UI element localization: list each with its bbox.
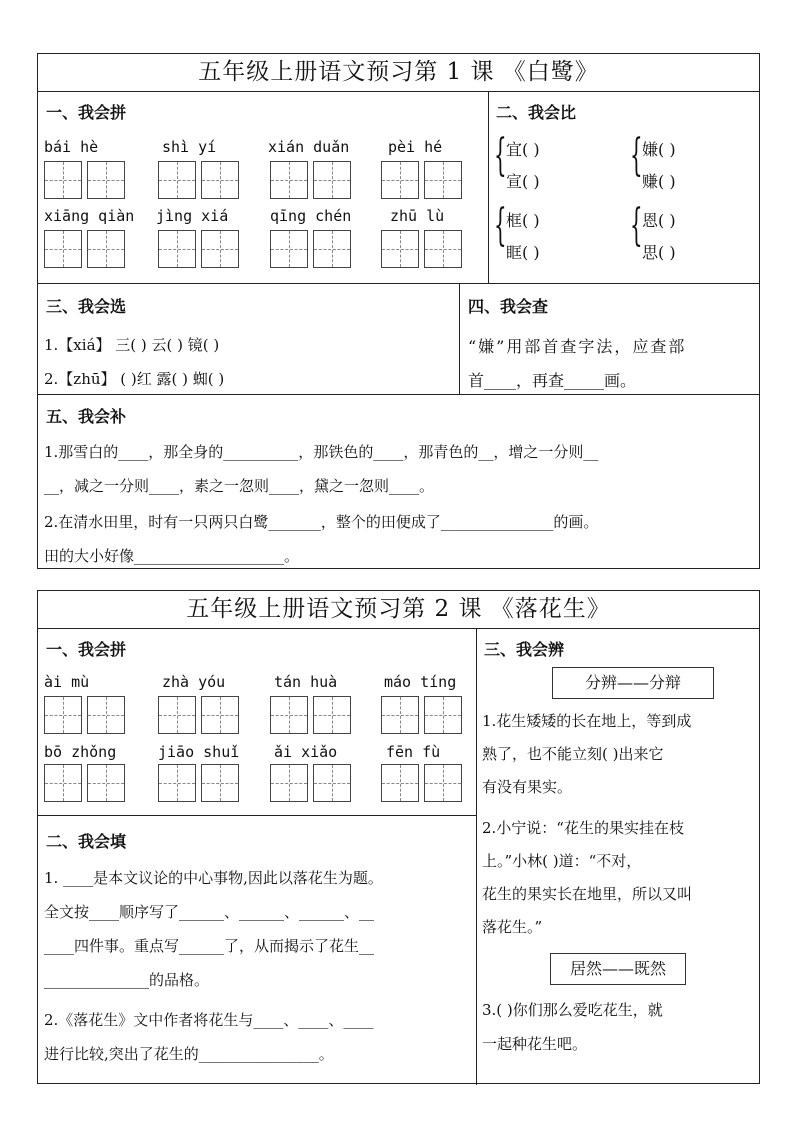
compare-item: 嫌( ) (642, 140, 676, 159)
question-line: 3.( )你们那么爱吃花生，就 (482, 1001, 663, 1019)
writing-grid[interactable] (87, 764, 125, 802)
pinyin-label: zhà yóu (162, 673, 226, 691)
writing-grid[interactable] (424, 764, 462, 802)
question-line: 熟了，也不能立刻( )出来它 (482, 745, 664, 763)
section-heading: 二、我会比 (496, 103, 577, 122)
question-line: 有没有果实。 (482, 778, 573, 796)
brace: { (494, 130, 507, 181)
brace: { (630, 200, 643, 251)
writing-grid[interactable] (87, 161, 125, 199)
writing-grid[interactable] (201, 161, 239, 199)
writing-grid[interactable] (87, 230, 125, 268)
question-line: 落花生。” (482, 918, 543, 936)
writing-grid[interactable] (270, 764, 308, 802)
worksheet-lesson-1 (37, 53, 760, 569)
pinyin-label: tán huà (274, 673, 338, 691)
worksheet-title: 五年级上册语文预习第 1 课 《白鹭》 (38, 54, 759, 92)
writing-grid[interactable] (381, 161, 419, 199)
writing-grid[interactable] (381, 696, 419, 734)
writing-grid[interactable] (201, 696, 239, 734)
pinyin-label: pèi hé (388, 138, 443, 156)
writing-grid[interactable] (313, 764, 351, 802)
pinyin-label: máo tíng (384, 673, 457, 691)
question-line: __，减之一分则____，素之一忽则____，黛之一忽则____。 (44, 477, 435, 495)
writing-grid[interactable] (44, 161, 82, 199)
divider (38, 394, 759, 395)
section-heading: 四、我会查 (468, 297, 549, 316)
compare-item: 宣( ) (506, 172, 540, 191)
writing-grid[interactable] (424, 161, 462, 199)
question-line: 进行比较,突出了花生的________________。 (44, 1045, 334, 1063)
writing-grid[interactable] (44, 230, 82, 268)
pinyin-label: jiāo shuǐ (158, 743, 240, 761)
brace: { (494, 200, 507, 251)
writing-grid[interactable] (381, 764, 419, 802)
section-heading: 一、我会拼 (46, 640, 127, 659)
question-line: 2.【zhū】 ( )红 露( ) 蜘( ) (44, 370, 225, 388)
word-pair-box: 分辨——分辩 (552, 667, 714, 699)
question-line: 1.【xiá】 三( ) 云( ) 镜( ) (44, 336, 220, 354)
question-line: 1. ____是本文议论的中心事物,因此以落花生为题。 (44, 869, 383, 887)
writing-grid[interactable] (87, 696, 125, 734)
writing-grid[interactable] (201, 764, 239, 802)
worksheet-lesson-2 (37, 590, 760, 1084)
section-heading: 五、我会补 (46, 407, 127, 426)
writing-grid[interactable] (158, 696, 196, 734)
question-line: 2.在清水田里，时有一只两只白鹭_______，整个的田便成了_______________的画。 (44, 513, 599, 531)
compare-item: 赚( ) (642, 172, 676, 191)
question-line: 一起种花生吧。 (482, 1035, 588, 1053)
section-heading: 二、我会填 (46, 832, 127, 851)
pinyin-label: xián duǎn (268, 138, 350, 156)
divider (476, 628, 477, 1085)
divider (459, 283, 460, 394)
pinyin-label: shì yí (162, 138, 217, 156)
question-line: 上。”小林( )道：“不对， (482, 852, 642, 870)
compare-item: 恩( ) (642, 211, 676, 230)
question-line: 2.小宁说：“花生的果实挂在枝 (482, 819, 684, 837)
writing-grid[interactable] (424, 696, 462, 734)
pinyin-label: bō zhǒng (44, 743, 117, 761)
section-heading: 三、我会辨 (484, 640, 565, 659)
pinyin-label: jìng xiá (156, 207, 229, 225)
question-line: 花生的果实长在地里，所以又叫 (482, 885, 693, 903)
writing-grid[interactable] (201, 230, 239, 268)
pinyin-label: xiāng qiàn (44, 207, 135, 225)
writing-grid[interactable] (44, 764, 82, 802)
question-line: 全文按____顺序写了______、______、______、__ (44, 903, 375, 921)
pinyin-label: zhū lù (390, 207, 445, 225)
question-line: 首____，再查_____画。 (468, 371, 637, 390)
writing-grid[interactable] (424, 230, 462, 268)
pinyin-label: ǎi xiǎo (274, 743, 338, 761)
compare-item: 宜( ) (506, 140, 540, 159)
question-line: 田的大小好像____________________。 (44, 547, 300, 565)
brace: { (630, 130, 643, 181)
question-line: 2.《落花生》文中作者将花生与____、____、____ (44, 1011, 374, 1029)
pinyin-label: fēn fù (386, 743, 441, 761)
question-line: 1.那雪白的____，那全身的__________，那铁色的____，那青色的__，增之一分则__ (44, 443, 599, 461)
compare-item: 框( ) (506, 211, 540, 230)
divider (38, 283, 759, 284)
writing-grid[interactable] (158, 230, 196, 268)
compare-item: 思( ) (642, 243, 676, 262)
writing-grid[interactable] (158, 764, 196, 802)
writing-grid[interactable] (44, 696, 82, 734)
writing-grid[interactable] (381, 230, 419, 268)
question-line: ____四件事。重点写______了，从而揭示了花生__ (44, 937, 375, 955)
question-line: “嫌”用部首查字法，应查部 (468, 337, 687, 356)
section-heading: 三、我会选 (46, 297, 127, 316)
writing-grid[interactable] (313, 230, 351, 268)
writing-grid[interactable] (270, 161, 308, 199)
writing-grid[interactable] (313, 696, 351, 734)
pinyin-label: bái hè (44, 138, 99, 156)
writing-grid[interactable] (270, 696, 308, 734)
worksheet-title: 五年级上册语文预习第 2 课 《落花生》 (38, 591, 759, 629)
pinyin-label: qīng chén (270, 207, 352, 225)
writing-grid[interactable] (158, 161, 196, 199)
pinyin-label: ài mù (44, 673, 90, 691)
writing-grid[interactable] (270, 230, 308, 268)
writing-grid[interactable] (313, 161, 351, 199)
compare-item: 眶( ) (506, 243, 540, 262)
divider (488, 91, 489, 283)
question-line: 1.花生矮矮的长在地上，等到成 (482, 712, 692, 730)
section-heading: 一、我会拼 (46, 103, 127, 122)
word-pair-box: 居然——既然 (550, 953, 686, 985)
question-line: ______________的品格。 (44, 971, 210, 989)
divider (38, 815, 476, 816)
